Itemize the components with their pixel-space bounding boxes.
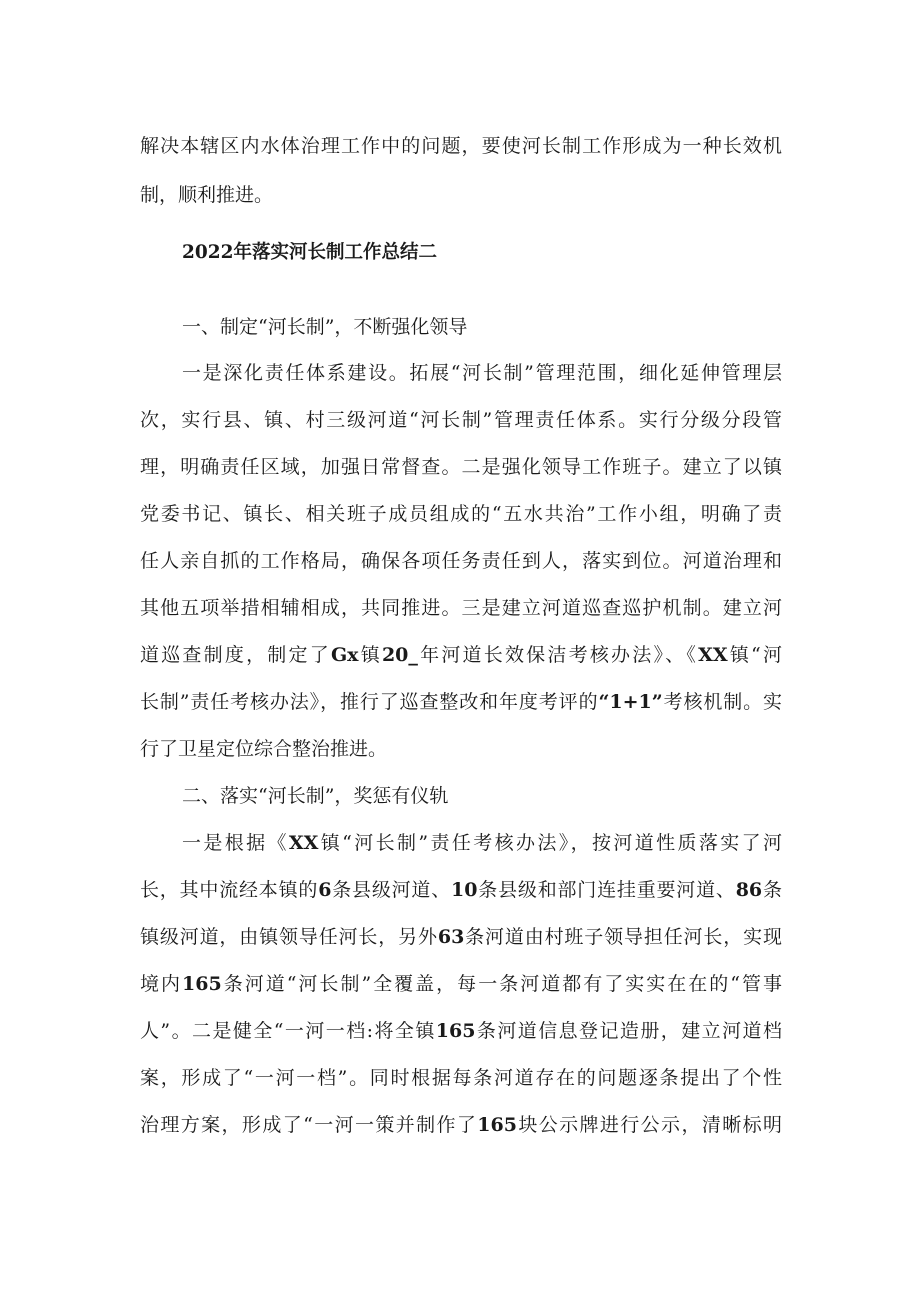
- paragraph-line: 一是深化责任体系建设。拓展“河长制”管理范围，细化延伸管理层: [182, 362, 782, 384]
- paragraph-line: 长，其中流经本镇的6条县级河道、10条县级和部门连挂重要河道、86条: [140, 879, 782, 901]
- paragraph-line: 任人亲自抓的工作格局，确保各项任务责任到人，落实到位。河道治理和: [140, 550, 782, 572]
- paragraph-line: 行了卫星定位综合整治推进。: [140, 738, 388, 760]
- paragraph-line: 理，明确责任区域，加强日常督查。二是强化领导工作班子。建立了以镇: [140, 456, 782, 478]
- paragraph-line: 境内165条河道“河长制”全覆盖，每一条河道都有了实实在在的“管事: [140, 973, 782, 995]
- intro-line: 解决本辖区内水体治理工作中的问题，要使河长制工作形成为一种长效机: [140, 135, 782, 157]
- paragraph-line: 镇级河道，由镇领导任河长，另外63条河道由村班子领导担任河长，实现: [140, 926, 782, 948]
- section-heading-1: 一、制定“河长制”，不断强化领导: [182, 316, 468, 338]
- paragraph-line: 一是根据《XX镇“河长制”责任考核办法》，按河道性质落实了河: [182, 832, 782, 854]
- paragraph-line: 长制”责任考核办法》，推行了巡查整改和年度考评的“1+1”考核机制。实: [140, 691, 782, 713]
- section-heading-2: 二、落实“河长制”，奖惩有仪轨: [182, 785, 449, 807]
- paragraph-line: 道巡查制度，制定了Gx镇20_年河道长效保洁考核办法》、《XX镇“河: [140, 644, 782, 666]
- paragraph-line: 治理方案，形成了“一河一策并制作了165块公示牌进行公示，清晰标明: [140, 1114, 782, 1136]
- paragraph-line: 其他五项举措相辅相成，共同推进。三是建立河道巡查巡护机制。建立河: [140, 597, 782, 619]
- document-title: 2022年落实河长制工作总结二: [182, 242, 437, 263]
- paragraph-line: 次，实行县、镇、村三级河道“河长制”管理责任体系。实行分级分段管: [140, 409, 782, 431]
- intro-line: 制，顺利推进。: [140, 184, 274, 206]
- paragraph-line: 案，形成了“一河一档”。同时根据每条河道存在的问题逐条提出了个性: [140, 1067, 782, 1089]
- paragraph-line: 党委书记、镇长、相关班子成员组成的“五水共治”工作小组，明确了责: [140, 503, 782, 525]
- paragraph-line: 人”。二是健全“一河一档:将全镇165条河道信息登记造册，建立河道档: [140, 1020, 782, 1042]
